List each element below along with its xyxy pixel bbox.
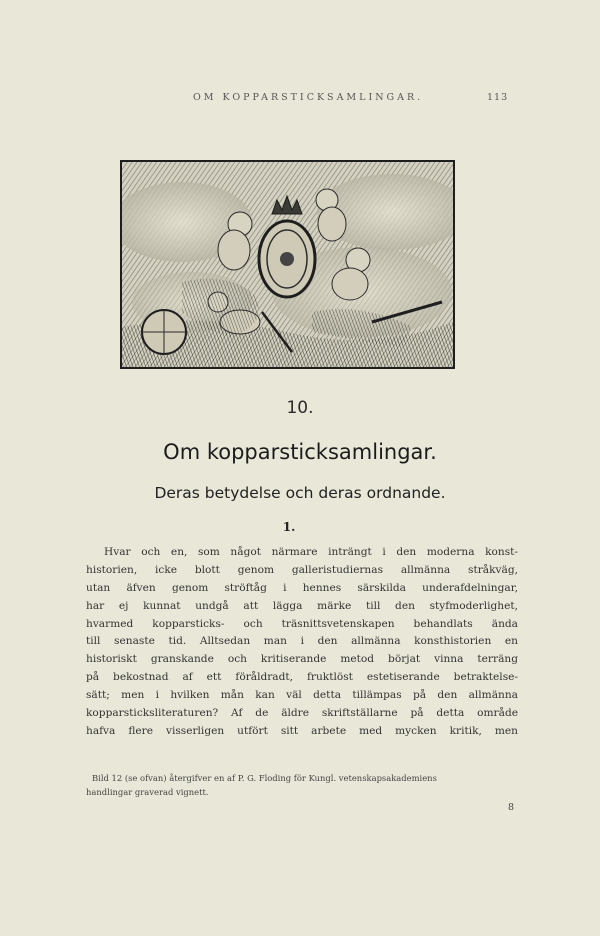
chapter-title: Om kopparsticksamlingar. [163, 440, 437, 464]
page-number: 113 [487, 92, 509, 103]
body-line: på bekostnad af ett föråldradt, fruktlöst estetiserande betraktelse- [86, 671, 518, 684]
chapter-number: 10. [286, 398, 314, 418]
body-line: historien, icke blott genom galleristudiernas allmänna stråkväg, [86, 563, 518, 576]
running-title: OM KOPPARSTICKSAMLINGAR. [193, 92, 424, 103]
body-line: till senaste tid. Alltsedan man i den allmänna konsthistorien en [86, 635, 518, 648]
chapter-subtitle: Deras betydelse och deras ordnande. [154, 484, 446, 502]
body-line: kopparsticksliteraturen? Af de äldre skriftställarne på detta område [86, 707, 518, 720]
footnote-line: handlingar graverad vignett. [86, 787, 209, 797]
body-line: utan äfven genom ströftåg i hennes särskilda underafdelningar, [86, 581, 518, 594]
section-number: 1. [282, 520, 296, 534]
figure-footnote [86, 771, 518, 799]
body-line: historiskt granskande och kritiserande metod börjat vinna terräng [86, 653, 518, 666]
body-line: hvarmed kopparsticks- och träsnittsvetenskapen behandlats ända [86, 617, 518, 630]
body-line: hafva flere visserligen utfört sitt arbete med mycken kritik, men [86, 724, 518, 737]
body-line: sätt; men i hvilken mån kan väl detta tillämpas på den allmänna [86, 689, 518, 702]
footnote-line: Bild 12 (se ofvan) återgifver en af P. G. Floding för Kungl. vetenskapsakademiens [92, 773, 437, 783]
engraved-vignette [120, 160, 455, 369]
signature-mark: 8 [508, 802, 515, 813]
body-line: Hvar och en, som något närmare inträngt i den moderna konst- [104, 546, 518, 558]
body-line: har ej kunnat undgå att lägga märke till den styfmoderlighet, [86, 599, 518, 612]
body-text [86, 544, 518, 741]
